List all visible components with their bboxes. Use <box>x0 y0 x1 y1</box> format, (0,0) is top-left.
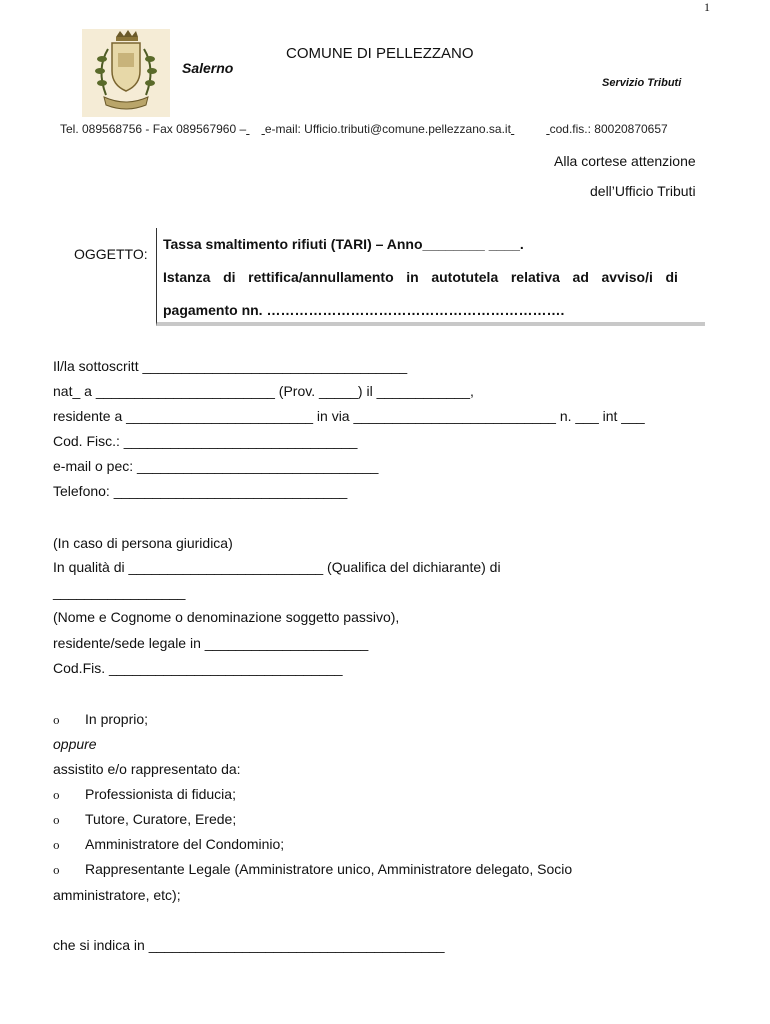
giuridica-qualita: In qualità di _________________________ (Qualifica del dichiarante) di <box>53 559 501 575</box>
subject-word: Istanza <box>163 269 211 285</box>
form-line-residenza: residente a ________________________ in via __________________________ n. ___ int ___ <box>53 408 645 424</box>
form-line-codfisc: Cod. Fisc.: ______________________________ <box>53 433 358 449</box>
subject-word: di <box>223 269 236 285</box>
option-oppure: oppure <box>53 736 97 752</box>
giuridica-nome: (Nome e Cognome o denominazione soggetto passivo), <box>53 609 400 625</box>
subject-line-1: Tassa smaltimento rifiuti (TARI) – Anno________ ____. <box>163 236 524 252</box>
bullet-icon: o <box>53 714 60 727</box>
option-label: Tutore, Curatore, Erede; <box>85 811 237 827</box>
option-proprio <box>53 711 148 727</box>
subject-word: ad <box>572 269 589 285</box>
giuridica-sede: residente/sede legale in _____________________ <box>53 635 369 651</box>
header-city: Salerno <box>182 60 234 76</box>
option-item <box>53 861 572 877</box>
indica-line: che si indica in ______________________________________ <box>53 937 445 953</box>
subject-word: in <box>406 269 419 285</box>
option-label: In proprio; <box>85 711 149 727</box>
subject-word: avviso/i <box>601 269 653 285</box>
bullet-icon: o <box>53 839 60 852</box>
option-label: Rappresentante Legale (Amministratore unico, Amministratore delegato, Socio <box>85 861 573 877</box>
header-comune-title: COMUNE DI PELLEZZANO <box>286 45 474 62</box>
option-assistito: assistito e/o rappresentato da: <box>53 761 241 777</box>
subject-word: autotutela <box>431 269 499 285</box>
giuridica-codfis: Cod.Fis. ______________________________ <box>53 660 343 676</box>
giuridica-intro: (In caso di persona giuridica) <box>53 535 233 551</box>
giuridica-blank: _________________ <box>53 584 186 600</box>
bullet-icon: o <box>53 864 60 877</box>
contact-phone-fax: Tel. 089568756 - Fax 089567960 – <box>60 122 247 136</box>
form-line-nascita: nat_ a _______________________ (Prov. _____) il ____________, <box>53 383 474 399</box>
attention-line-2: dell’Ufficio Tributi <box>590 183 696 199</box>
contact-email: e-mail: Ufficio.tributi@comune.pellezzano.sa.it <box>264 122 511 136</box>
subject-word: relativa <box>510 269 560 285</box>
option-label: Professionista di fiducia; <box>85 786 236 802</box>
subject-line-2 <box>163 269 678 285</box>
bullet-icon: o <box>53 814 60 827</box>
form-line-sottoscritto: Il/la sottoscritt __________________________________ <box>53 358 408 374</box>
option-continuation: amministratore, etc); <box>53 887 181 903</box>
option-item <box>53 786 236 802</box>
subject-word: rettifica/annullamento <box>248 269 394 285</box>
option-label: Amministratore del Condominio; <box>85 836 285 852</box>
attention-line-1: Alla cortese attenzione <box>554 153 696 169</box>
contact-codfis: cod.fis.: 80020870657 <box>549 122 668 136</box>
subject-word: di <box>665 269 678 285</box>
header-service: Servizio Tributi <box>602 77 682 89</box>
comune-coat-of-arms-logo <box>82 29 170 117</box>
option-item <box>53 836 284 852</box>
page-number: 1 <box>704 0 710 14</box>
form-line-email: e-mail o pec: _______________________________ <box>53 458 379 474</box>
form-line-telefono: Telefono: ______________________________ <box>53 483 348 499</box>
bullet-icon: o <box>53 789 60 802</box>
option-item <box>53 811 236 827</box>
header-contacts <box>60 122 668 136</box>
subject-label: OGGETTO: <box>74 246 148 262</box>
subject-line-3: pagamento nn. ………………………………………………………. <box>163 302 565 318</box>
